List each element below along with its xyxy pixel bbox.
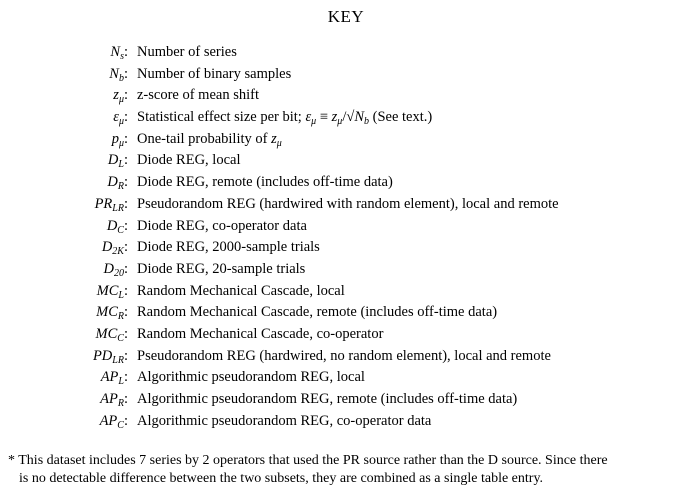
key-row <box>0 107 692 129</box>
key-symbol: $MC_R$: <box>96 304 128 323</box>
key-description: Pseudorandom REG (hardwired with random element), local and remote <box>137 195 559 212</box>
key-symbol: $AP_C$: <box>99 412 128 431</box>
key-description: Pseudorandom REG (hardwired, no random element), local and remote <box>137 347 551 364</box>
footnote-line: * This dataset includes 7 series by 2 operators that used the PR source rather than the D source. Since there <box>8 453 608 468</box>
key-symbol: $z_\mu$: <box>113 87 128 106</box>
key-description: Random Mechanical Cascade, remote (includes off-time data) <box>137 304 498 321</box>
key-description: Diode REG, remote (includes off-time data) <box>137 174 393 191</box>
key-row <box>0 281 692 303</box>
key-symbol: $D_L$: <box>107 152 128 171</box>
page-title: KEY <box>327 7 365 26</box>
footnote-line: is no detectable difference between the two subsets, they are combined as a single table entry. <box>19 470 544 486</box>
key-symbol: $PD_{LR}$: <box>92 347 128 366</box>
key-row <box>0 302 692 324</box>
key-description: Diode REG, 2000-sample trials <box>137 239 320 256</box>
key-symbol: $AP_R$: <box>100 391 128 409</box>
key-symbol: $AP_L$: <box>100 369 128 388</box>
key-symbol: $MC_L$: <box>96 282 128 301</box>
key-description: z-score of mean shift <box>137 87 259 104</box>
key-description: Algorithmic pseudorandom REG, co-operator data <box>137 412 432 429</box>
key-row <box>0 259 692 281</box>
key-description: Random Mechanical Cascade, local <box>137 282 345 299</box>
key-symbol: $N_s$: <box>110 44 128 62</box>
key-row <box>0 64 692 86</box>
key-description: Algorithmic pseudorandom REG, local <box>137 369 365 386</box>
key-row <box>0 150 692 172</box>
key-symbol: $MC_C$: <box>95 325 128 344</box>
key-description: Random Mechanical Cascade, co-operator <box>137 325 384 342</box>
key-description: Number of series <box>137 44 237 60</box>
key-description: One-tail probability of $z_\mu$ <box>137 130 282 149</box>
key-row <box>0 367 692 389</box>
key-row <box>0 389 692 411</box>
key-symbol: $D_R$: <box>107 174 128 193</box>
key-symbol: $D_{2K}$: <box>101 239 128 258</box>
key-list <box>0 42 692 432</box>
key-symbol: $N_b$: <box>109 65 128 84</box>
key-row <box>0 172 692 194</box>
key-description: Diode REG, 20-sample trials <box>137 260 306 277</box>
key-row <box>0 42 692 64</box>
key-row <box>0 346 692 368</box>
key-description: Algorithmic pseudorandom REG, remote (includes off-time data) <box>137 391 518 407</box>
key-symbol: $\varepsilon_\mu$: <box>113 109 128 128</box>
key-row <box>0 194 692 216</box>
key-symbol: $D_{20}$: <box>103 260 128 279</box>
key-row <box>0 237 692 259</box>
key-symbol: $p_\mu$: <box>111 130 128 149</box>
key-description: Diode REG, local <box>137 152 241 169</box>
key-symbol: $D_C$: <box>106 217 128 236</box>
key-description: Diode REG, co-operator data <box>137 217 307 234</box>
key-symbol: $PR_{LR}$: <box>94 195 128 214</box>
key-description: Statistical effect size per bit; $\varepsilon_\mu \equiv z_\mu/√N_b$ (See text.) <box>137 109 433 128</box>
footnote <box>8 452 688 487</box>
key-description: Number of binary samples <box>137 65 292 82</box>
key-row <box>0 85 692 107</box>
key-row <box>0 129 692 151</box>
key-row <box>0 216 692 238</box>
key-row <box>0 411 692 433</box>
key-row <box>0 324 692 346</box>
